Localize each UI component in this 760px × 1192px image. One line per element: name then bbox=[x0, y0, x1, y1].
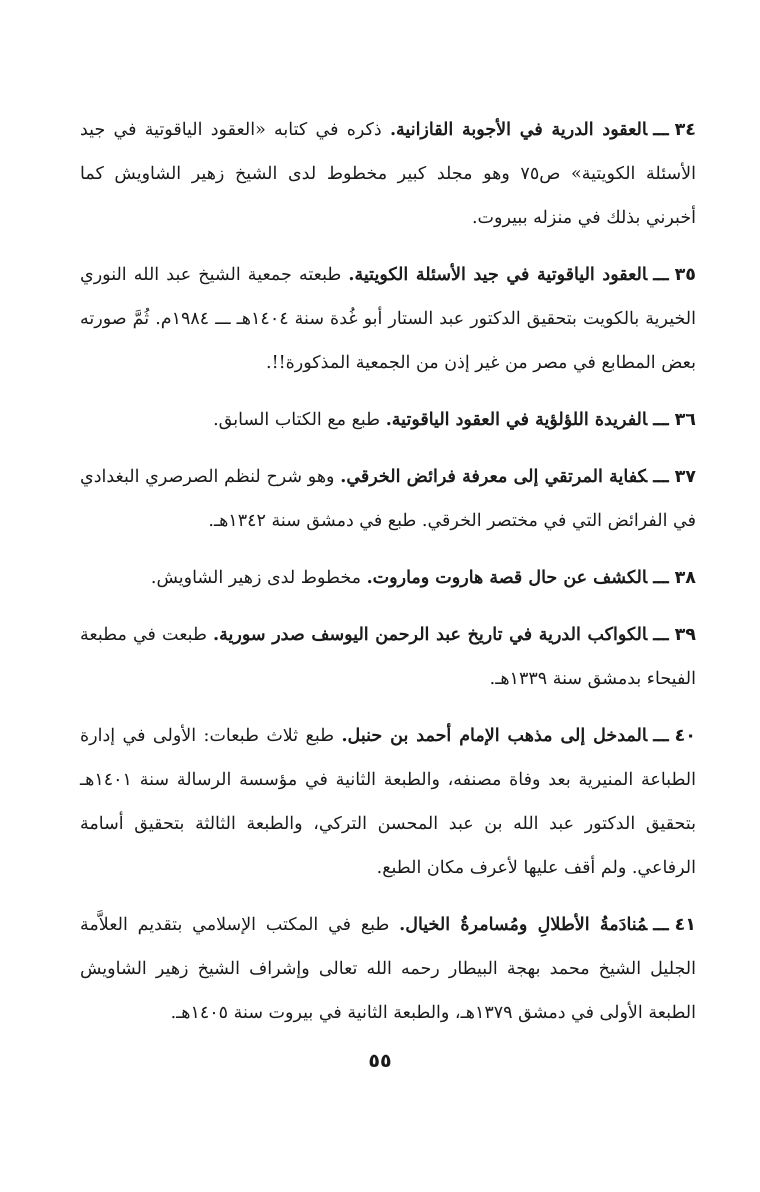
entry-number: ٤١ bbox=[674, 915, 696, 935]
entry-text: مخطوط لدى زهير الشاويش. bbox=[150, 568, 362, 588]
entry-40 bbox=[80, 714, 696, 890]
entry-number: ٤٠ bbox=[674, 726, 696, 746]
entry-number: ٣٩ bbox=[674, 625, 696, 645]
entry-number: ٣٨ bbox=[674, 568, 696, 588]
entry-36 bbox=[80, 398, 696, 442]
entry-dash: ـــ bbox=[653, 265, 669, 285]
page-number: ٥٥ bbox=[368, 1050, 392, 1072]
entry-text: ذكره في كتابه «العقود الياقوتية في جيد الأسئلة الكويتية» ص٧٥ وهو مجلد كبير مخطوط لدى الشيخ زهير الشاويش كما أخبرني بذلك في منزله ببيروت. bbox=[80, 120, 696, 228]
entry-35 bbox=[80, 253, 696, 385]
entry-text: طبعت في مطبعة الفيحاء بدمشق سنة ١٣٣٩هـ. bbox=[80, 625, 696, 689]
entry-number: ٣٧ bbox=[674, 467, 696, 487]
entry-text: طبع ثلاث طبعات: الأولى في إدارة الطباعة المنيرية بعد وفاة مصنفه، والطبعة الثانية في مؤسسة الرسالة سنة ١٤٠١هـ بتحقيق الدكتور عبد الله بن عبد المحسن التركي، والطبعة الثالثة بتحقيق أسامة الرفاعي. ولم أقف عليها لأعرف مكان الطبع. bbox=[80, 726, 696, 878]
entry-title: الفريدة اللؤلؤية في العقود الياقوتية. bbox=[385, 410, 648, 430]
entry-number: ٣٦ bbox=[674, 410, 696, 430]
entry-dash: ـــ bbox=[653, 915, 669, 935]
entry-title: الكشف عن حال قصة هاروت وماروت. bbox=[366, 568, 648, 588]
entry-dash: ـــ bbox=[653, 726, 669, 746]
entry-38 bbox=[80, 556, 696, 600]
entry-text: طبع في المكتب الإسلامي بتقديم العلاَّمة الجليل الشيخ محمد بهجة البيطار رحمه الله تعالى وإشراف الشيخ زهير الشاويش الطبعة الأولى في دمشق ١٣٧٩هـ، والطبعة الثانية في بيروت سنة ١٤٠٥هـ. bbox=[80, 915, 696, 1023]
entry-34 bbox=[80, 108, 696, 240]
entry-dash: ـــ bbox=[653, 120, 669, 140]
entry-dash: ـــ bbox=[653, 568, 669, 588]
entry-title: الكواكب الدرية في تاريخ عبد الرحمن اليوسف صدر سورية. bbox=[213, 625, 648, 645]
entry-39 bbox=[80, 613, 696, 701]
entry-dash: ـــ bbox=[653, 467, 669, 487]
entry-title: العقود الياقوتية في جيد الأسئلة الكويتية. bbox=[348, 265, 648, 285]
entry-dash: ـــ bbox=[653, 625, 669, 645]
entry-title: العقود الدرية في الأجوبة القازانية. bbox=[389, 120, 648, 140]
entry-dash: ـــ bbox=[653, 410, 669, 430]
entry-text: وهو شرح لنظم الصرصري البغدادي في الفرائض التي في مختصر الخرقي. طبع في دمشق سنة ١٣٤٢هـ. bbox=[80, 467, 696, 531]
entry-37 bbox=[80, 455, 696, 543]
entry-title: مُنادَمةُ الأطلالِ ومُسامرةُ الخيال. bbox=[399, 915, 648, 935]
entry-number: ٣٤ bbox=[674, 120, 696, 140]
entry-title: كفاية المرتقي إلى معرفة فرائض الخرقي. bbox=[340, 467, 648, 487]
entry-text: طبع مع الكتاب السابق. bbox=[213, 410, 381, 430]
book-page-body bbox=[80, 108, 696, 1048]
entry-41 bbox=[80, 903, 696, 1035]
entry-text: طبعته جمعية الشيخ عبد الله النوري الخيرية بالكويت بتحقيق الدكتور عبد الستار أبو غُدة سنة ١٤٠٤هـ ـــ ١٩٨٤م. ثُمَّ صورته بعض المطابع في مصر من غير إذن من الجمعية المذكورة!!. bbox=[80, 265, 696, 373]
entry-title: المدخل إلى مذهب الإمام أحمد بن حنبل. bbox=[341, 726, 648, 746]
entry-number: ٣٥ bbox=[674, 265, 696, 285]
